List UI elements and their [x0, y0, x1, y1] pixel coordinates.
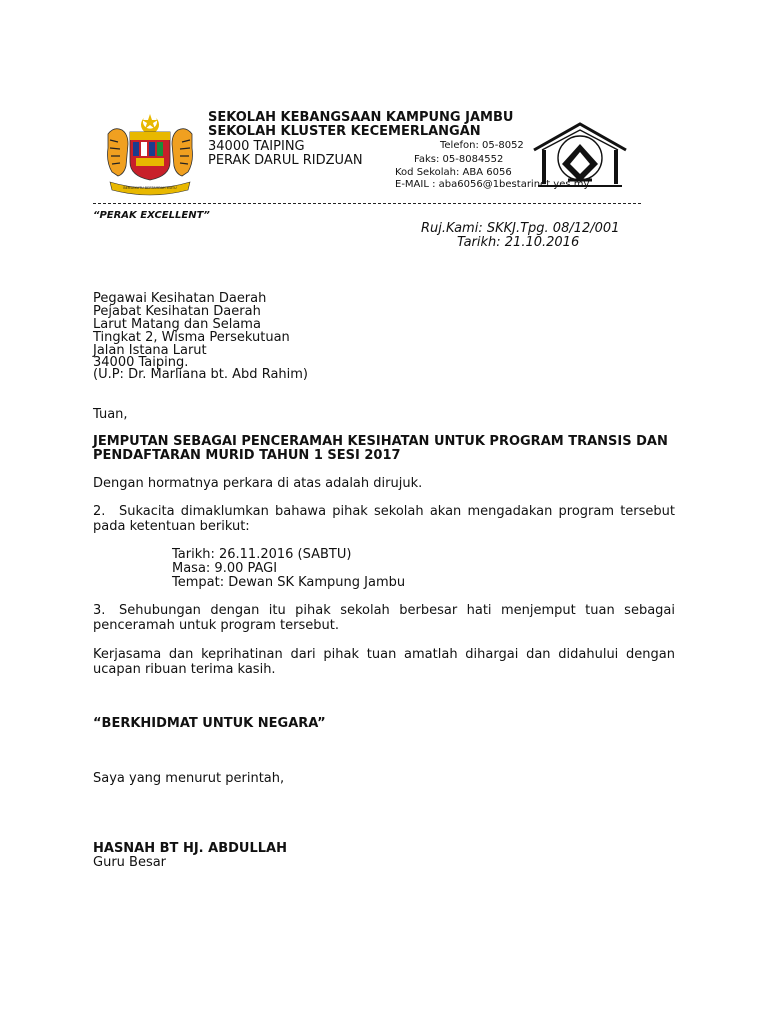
header-divider	[93, 203, 641, 204]
phone-number: Telefon: 05-8052	[440, 140, 524, 151]
event-venue: Tempat: Dewan SK Kampung Jambu	[172, 575, 406, 590]
email-address: E-MAIL : aba6056@1bestarinet.yes.my	[395, 179, 590, 190]
recipient-line: 34000 Taiping.	[93, 355, 189, 370]
paragraph-4: Kerjasama dan keprihatinan dari pihak tuan amatlah dihargai dan didahului dengan ucapan ribuan terima kasih.	[93, 647, 675, 677]
recipient-line: Pegawai Kesihatan Daerah	[93, 291, 267, 306]
school-name: SEKOLAH KEBANGSAAN KAMPUNG JAMBU	[208, 110, 514, 125]
recipient-line: Pejabat Kesihatan Daerah	[93, 304, 261, 319]
school-cluster: SEKOLAH KLUSTER KECEMERLANGAN	[208, 124, 481, 139]
signer-name: HASNAH BT HJ. ABDULLAH	[93, 841, 287, 856]
motto: “PERAK EXCELLENT”	[93, 210, 210, 221]
coat-of-arms-icon	[100, 112, 200, 198]
subject-line: JEMPUTAN SEBAGAI PENCERAMAH KESIHATAN UNTUK PROGRAM TRANSIS DAN	[93, 434, 668, 449]
state: PERAK DARUL RIDZUAN	[208, 153, 363, 168]
reference-number: Ruj.Kami: SKKJ.Tpg. 08/12/001	[421, 221, 620, 236]
paragraph-3-number: 3.	[93, 603, 106, 618]
slogan: “BERKHIDMAT UNTUK NEGARA”	[93, 716, 326, 731]
paragraph-3	[93, 604, 675, 633]
fax-number: Faks: 05-8084552	[414, 154, 504, 165]
signer-title: Guru Besar	[93, 855, 167, 870]
recipient-line: (U.P: Dr. Marliana bt. Abd Rahim)	[93, 367, 308, 382]
paragraph-2	[93, 505, 675, 534]
salutation: Tuan,	[93, 407, 128, 422]
paragraph-2-number: 2.	[93, 504, 106, 519]
yours-faithfully: Saya yang menurut perintah,	[93, 771, 285, 786]
recipient-line: Tingkat 2, Wisma Persekutuan	[93, 330, 290, 345]
paragraph-3-text: Sehubungan dengan itu pihak sekolah berbesar hati menjemput tuan sebagai penceramah untuk program tersebut.	[93, 603, 675, 633]
school-code: Kod Sekolah: ABA 6056	[395, 167, 512, 178]
event-time: Masa: 9.00 PAGI	[172, 561, 278, 576]
letter-date: Tarikh: 21.10.2016	[457, 235, 580, 250]
event-date: Tarikh: 26.11.2016 (SABTU)	[172, 547, 352, 562]
recipient-line: Jalan Istana Larut	[93, 343, 207, 358]
postcode-city: 34000 TAIPING	[208, 139, 305, 154]
crest-banner-text: BERSEKUTU BERTAMBAH MUTU	[123, 186, 177, 190]
paragraph-2-text: Sukacita dimaklumkan bahawa pihak sekolah akan mengadakan program tersebut pada ketentuan berikut:	[93, 504, 675, 534]
paragraph-1: Dengan hormatnya perkara di atas adalah dirujuk.	[93, 476, 423, 491]
recipient-line: Larut Matang dan Selama	[93, 317, 261, 332]
subject-line: PENDAFTARAN MURID TAHUN 1 SESI 2017	[93, 448, 401, 463]
